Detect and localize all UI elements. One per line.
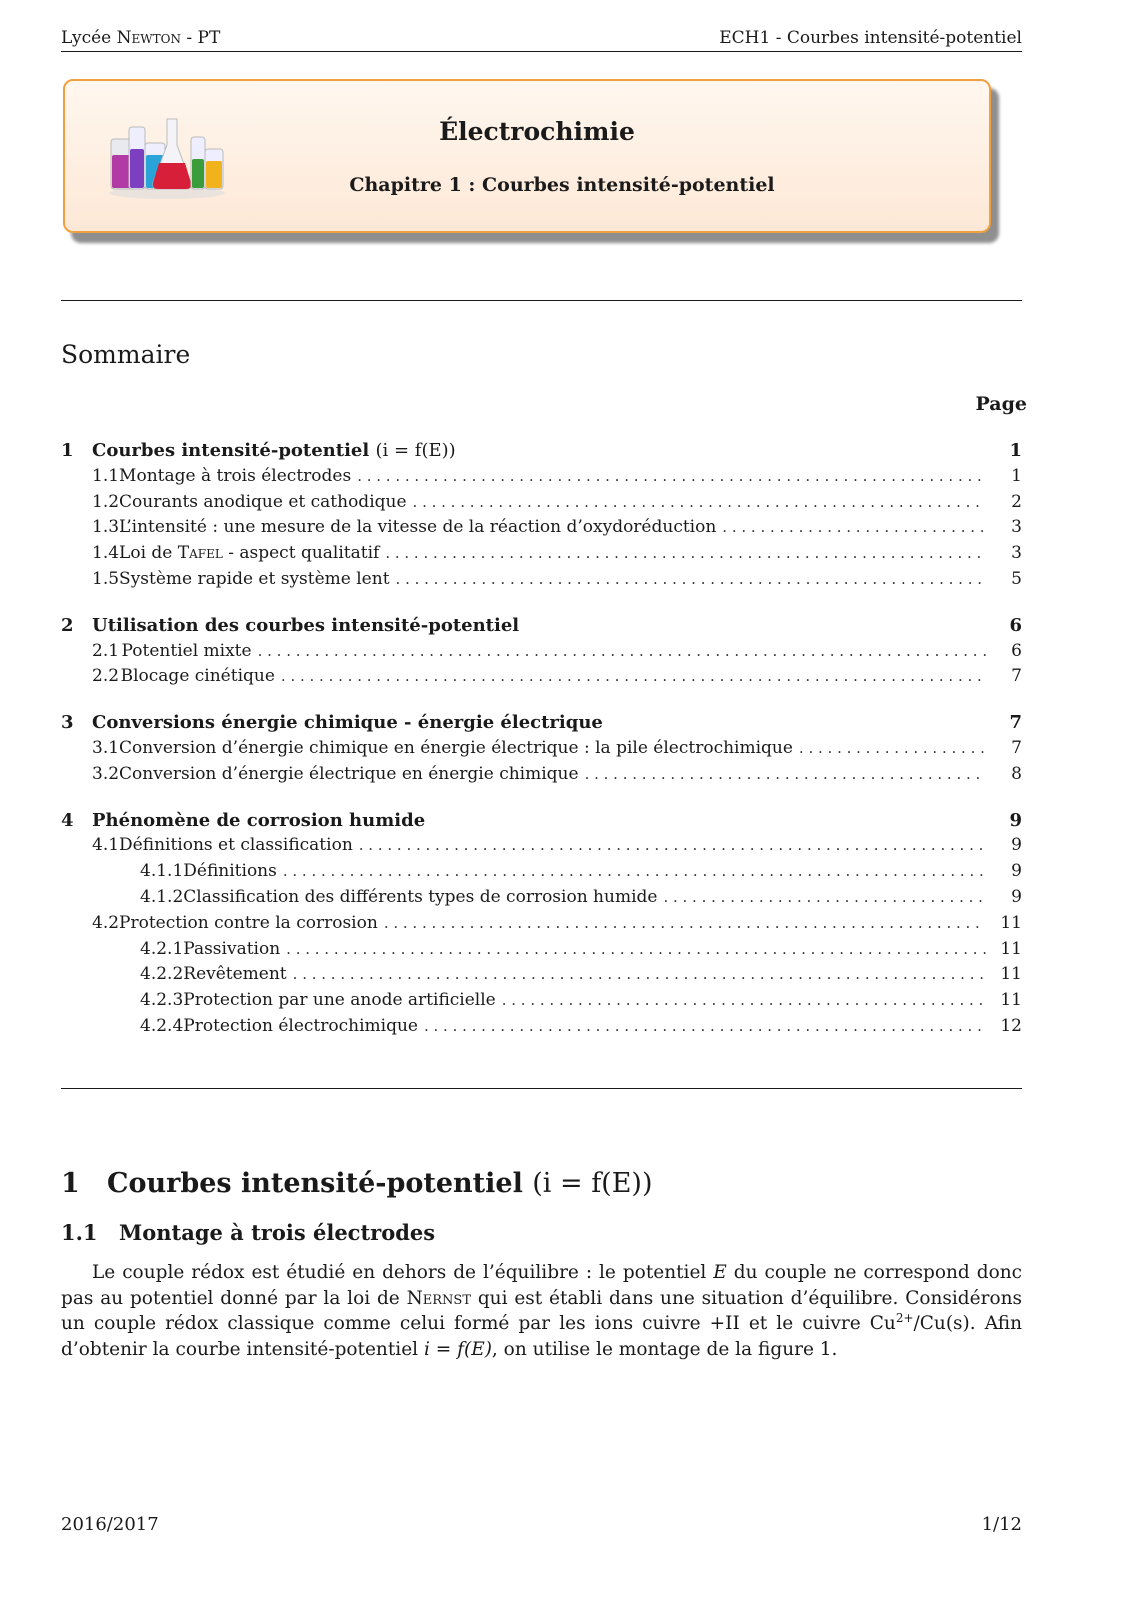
toc-entry-number: 4.2.1 [140,938,184,959]
toc-section-1[interactable] [61,438,1022,464]
toc-entry-title: Potentiel mixte [121,640,252,661]
toc-entry-title: Protection électrochimique [183,1015,418,1036]
toc-dot-leader [286,937,986,963]
table-of-contents [61,438,1022,1040]
paragraph-text: , on utilise le montage de la figure 1. [491,1338,838,1360]
footer-year: 2016/2017 [61,1514,159,1535]
toc-dot-leader [359,833,986,859]
toc-entry-4-2-4[interactable] [61,1014,1022,1040]
toc-entry-number: 1.2 [92,491,120,512]
toc-page-number: 9 [1011,861,1022,882]
toc-entry-title: Courants anodique et cathodique [119,491,407,512]
toc-dot-leader [424,1014,986,1040]
toc-entry-number: 1.5 [92,568,120,589]
toc-dot-leader [585,762,986,788]
toc-entry-1-1[interactable] [61,464,1022,490]
toc-dot-leader [413,490,986,516]
paragraph-text: du couple ne correspond donc pas au potentiel donné par la loi de [61,1262,1022,1309]
toc-page-number: 9 [1009,809,1022,831]
toc-page-number: 1 [1011,465,1022,486]
toc-entry-4-2[interactable] [61,911,1022,937]
toc-section-title-text: Courbes intensité-potentiel [92,440,376,461]
chapter-subtitle: Chapitre 1 : Courbes intensité-potentiel [349,174,775,196]
toc-entry-title: Définitions et classification [119,835,353,856]
toc-dot-leader [722,515,986,541]
toc-entry-3-2[interactable] [61,762,1022,788]
toc-section-3[interactable] [61,710,1022,736]
toc-page-number: 6 [1011,640,1022,661]
toc-entry-number: 3.1 [92,737,120,758]
toc-section-number: 2 [61,614,74,636]
toc-entry-1-4[interactable] [61,541,1022,567]
subsection-heading [61,1220,435,1245]
toc-entry-1-2[interactable] [61,490,1022,516]
toc-dot-leader [396,567,986,593]
toc-page-number: 8 [1011,763,1022,784]
toc-entry-4-1[interactable] [61,833,1022,859]
running-footer [61,1514,1022,1535]
toc-entry-title: Protection contre la corrosion [119,912,378,933]
toc-entry-title-name: Tafel [177,543,223,564]
toc-entry-number: 4.1.2 [140,886,184,907]
section-title-text: Courbes intensité-potentiel [107,1168,533,1199]
toc-entry-title: L’intensité : une mesure de la vitesse de la réaction d’oxydoréduction [119,517,717,538]
toc-section-2[interactable] [61,613,1022,639]
toc-dot-leader [385,541,986,567]
toc-section-4[interactable] [61,808,1022,834]
toc-page-number: 3 [1011,517,1022,538]
toc-entry-number: 2.2 [92,666,120,687]
toc-page-number: 11 [1000,990,1022,1011]
toc-dot-leader [283,859,986,885]
section-number: 1 [61,1168,80,1199]
toc-entry-number: 4.2 [92,912,120,933]
toc-entry-4-2-3[interactable] [61,988,1022,1014]
toc-entry-title-suffix: - aspect qualitatif [222,543,380,564]
paragraph-text: /Cu(s). Afin d’obtenir la courbe intensité-potentiel [61,1313,1022,1360]
toc-entry-number: 4.1.1 [140,861,184,882]
scientist-name: Nernst [406,1287,472,1309]
math-variable: E [713,1262,727,1283]
toc-section-title: Conversions énergie chimique - énergie électrique [92,712,603,734]
toc-section-title: Phénomène de corrosion humide [92,809,426,831]
toc-entry-number: 1.1 [92,465,120,486]
running-header [61,22,1022,52]
toc-page-number: 12 [1000,1015,1022,1036]
title-box [63,79,991,233]
toc-dot-leader [663,885,986,911]
toc-entry-number: 4.2.3 [140,990,184,1011]
subsection-title: Montage à trois électrodes [119,1220,436,1245]
toc-section-number: 3 [61,712,74,734]
toc-entry-title: Conversion d’énergie chimique en énergie électrique : la pile électrochimique [119,737,793,758]
toc-page-number: 9 [1011,835,1022,856]
toc-page-number: 7 [1009,712,1022,734]
toc-section-number: 4 [61,809,74,831]
toc-section-title: Utilisation des courbes intensité-potentiel [92,614,520,636]
toc-dot-leader [357,464,986,490]
toc-entry-title: Système rapide et système lent [119,568,390,589]
toc-entry-4-2-1[interactable] [61,937,1022,963]
toc-entry-number: 3.2 [92,763,120,784]
toc-entry-title: Conversion d’énergie électrique en énergie chimique [119,763,579,784]
footer-page-number: 1/12 [981,1514,1022,1535]
toc-page-number: 3 [1011,543,1022,564]
toc-entry-title: Définitions [183,861,277,882]
toc-section-title-math: (i = f(E)) [375,440,456,461]
toc-entry-2-1[interactable] [61,639,1022,665]
charge-superscript: 2+ [895,1310,914,1325]
document-title: Électrochimie [439,117,635,146]
toc-dot-leader [384,911,986,937]
toc-page-number: 11 [1000,964,1022,985]
toc-page-number: 11 [1000,912,1022,933]
toc-page-number: 6 [1009,614,1022,636]
header-left [61,28,220,48]
toc-entry-4-1-1[interactable] [61,859,1022,885]
toc-dot-leader [799,736,986,762]
toc-section-number: 1 [61,440,74,461]
header-right: ECH1 - Courbes intensité-potentiel [719,28,1022,48]
toc-dot-leader [502,988,986,1014]
toc-entry-1-5[interactable] [61,567,1022,593]
header-school-suffix: - PT [180,28,221,48]
toc-page-number: 7 [1011,737,1022,758]
toc-entry-2-2[interactable] [61,664,1022,690]
toc-entry-title: Montage à trois électrodes [119,465,352,486]
toc-entry-title: Passivation [183,938,281,959]
toc-entry-number: 1.3 [92,517,120,538]
toc-entry-title: Protection par une anode artificielle [183,990,496,1011]
header-school-prefix: Lycée [61,28,117,48]
toc-entry-1-3[interactable] [61,515,1022,541]
paragraph-text: Le couple rédox est étudié en dehors de l’équilibre : le potentiel [92,1262,714,1283]
toc-entry-title [119,541,379,567]
paragraph-text: qui est établi dans une situation d’équilibre. Considérons un couple rédox classique comme celui formé par les ions cuivre +II et le cuivre Cu [61,1287,1022,1334]
toc-entry-4-2-2[interactable] [61,962,1022,988]
subsection-number: 1.1 [61,1220,98,1245]
toc-entry-number: 4.2.2 [140,964,184,985]
body-paragraph [61,1260,1022,1362]
toc-dot-leader [293,962,986,988]
toc-entry-title: Revêtement [183,964,287,985]
toc-entry-number: 4.1 [92,835,120,856]
toc-entry-title-prefix: Loi de [119,543,178,564]
toc-page-number: 11 [1000,938,1022,959]
header-school-name: Newton [116,28,181,48]
toc-page-label: Page [975,393,1027,415]
toc-dot-leader [281,664,986,690]
toc-entry-number: 4.2.4 [140,1015,184,1036]
toc-page-number: 5 [1011,568,1022,589]
toc-page-number: 2 [1011,491,1022,512]
toc-entry-number: 2.1 [92,640,120,661]
divider-bottom [61,1088,1022,1089]
toc-section-title [92,438,456,464]
toc-entry-3-1[interactable] [61,736,1022,762]
section-heading [61,1168,653,1199]
toc-dot-leader [258,639,986,665]
toc-entry-number: 1.4 [92,543,120,564]
toc-page-number: 1 [1009,440,1022,461]
toc-heading: Sommaire [61,340,191,369]
toc-page-number: 7 [1011,666,1022,687]
toc-entry-4-1-2[interactable] [61,885,1022,911]
toc-entry-title: Blocage cinétique [120,666,275,687]
toc-entry-title: Classification des différents types de corrosion humide [183,886,658,907]
math-expression: i = f(E) [423,1338,492,1360]
divider-top [61,300,1022,301]
toc-page-number: 9 [1011,886,1022,907]
section-title-math: (i = f(E)) [532,1168,653,1199]
